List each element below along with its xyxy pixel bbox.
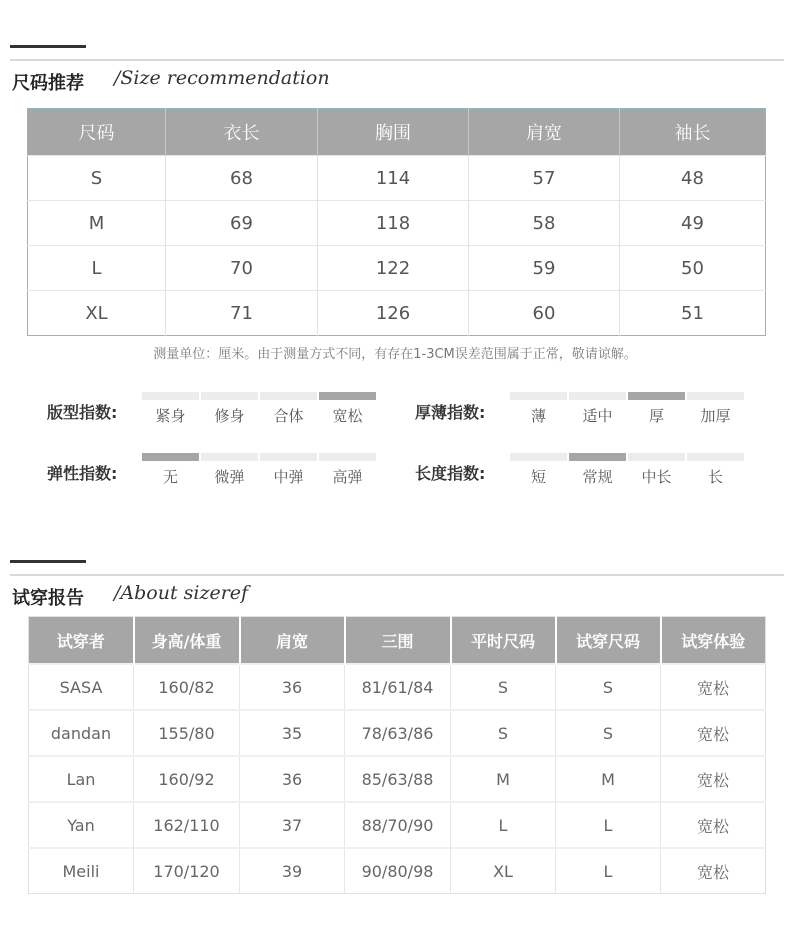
table-cell: 37	[240, 802, 345, 848]
tryon-header-cell: 试穿尺码	[556, 617, 661, 665]
tryon-section-title: 试穿报告	[12, 588, 84, 609]
table-cell: 59	[469, 246, 620, 291]
table-cell: 126	[318, 291, 469, 336]
table-cell: SASA	[29, 664, 134, 710]
table-cell: 162/110	[134, 802, 240, 848]
section-accent-bar	[10, 560, 86, 563]
index-segment	[628, 453, 685, 461]
tryon-header-cell: 平时尺码	[451, 617, 556, 665]
table-cell: XL	[28, 291, 166, 336]
table-cell: 39	[240, 848, 345, 894]
table-row	[28, 201, 766, 246]
tryon-table	[28, 616, 766, 894]
table-cell: 48	[620, 156, 766, 201]
table-cell: 36	[240, 756, 345, 802]
table-cell: Meili	[29, 848, 134, 894]
table-cell: S	[556, 710, 661, 756]
table-cell: M	[556, 756, 661, 802]
index-segment	[510, 453, 567, 461]
tryon-header-cell: 三围	[345, 617, 451, 665]
table-row	[29, 802, 766, 848]
table-cell: S	[556, 664, 661, 710]
table-row	[28, 291, 766, 336]
size-header-cell: 衣长	[166, 109, 318, 156]
index-segment	[319, 453, 376, 461]
table-cell: dandan	[29, 710, 134, 756]
index-option: 加厚	[700, 407, 731, 425]
table-cell: 49	[620, 201, 766, 246]
table-cell: S	[28, 156, 166, 201]
table-cell: Yan	[29, 802, 134, 848]
size-table	[27, 108, 766, 336]
table-cell: 160/82	[134, 664, 240, 710]
table-row	[29, 848, 766, 894]
index-option: 常规	[582, 468, 613, 486]
tryon-section-subtitle: /About sizeref	[114, 582, 249, 604]
table-cell: 88/70/90	[345, 802, 451, 848]
index-option: 宽松	[332, 407, 363, 425]
index-segment	[142, 453, 199, 461]
index-segment	[569, 453, 626, 461]
index-segment	[260, 453, 317, 461]
index-segment	[628, 392, 685, 400]
table-row	[29, 664, 766, 710]
table-cell: 85/63/88	[345, 756, 451, 802]
index-segment	[142, 392, 199, 400]
table-cell: 35	[240, 710, 345, 756]
table-cell: 155/80	[134, 710, 240, 756]
table-cell: 90/80/98	[345, 848, 451, 894]
index-segment	[569, 392, 626, 400]
index-option: 厚	[648, 407, 664, 425]
size-header-cell: 胸围	[318, 109, 469, 156]
size-header-cell: 袖长	[620, 109, 766, 156]
size-table-header-row	[28, 109, 766, 156]
index-option: 无	[162, 468, 178, 486]
size-header-cell: 肩宽	[469, 109, 620, 156]
table-cell: 170/120	[134, 848, 240, 894]
index-label: 长度指数:	[415, 464, 486, 483]
table-cell: 122	[318, 246, 469, 291]
index-label: 版型指数:	[47, 403, 118, 422]
index-option: 微弹	[214, 468, 245, 486]
size-section-title: 尺码推荐	[12, 73, 84, 94]
section-divider	[10, 574, 784, 576]
table-cell: Lan	[29, 756, 134, 802]
table-cell: 58	[469, 201, 620, 246]
table-cell: L	[28, 246, 166, 291]
index-segment	[510, 392, 567, 400]
table-row	[28, 156, 766, 201]
tryon-header-cell: 肩宽	[240, 617, 345, 665]
table-cell: 81/61/84	[345, 664, 451, 710]
index-label: 厚薄指数:	[415, 403, 486, 422]
index-segment	[201, 453, 258, 461]
table-cell: 68	[166, 156, 318, 201]
tryon-header-cell: 身高/体重	[134, 617, 240, 665]
table-row	[28, 246, 766, 291]
table-cell: 宽松	[661, 848, 766, 894]
table-cell: M	[451, 756, 556, 802]
table-row	[29, 756, 766, 802]
table-cell: 71	[166, 291, 318, 336]
index-option: 长	[707, 468, 723, 486]
index-segment	[201, 392, 258, 400]
table-cell: 宽松	[661, 664, 766, 710]
tryon-header-cell: 试穿者	[29, 617, 134, 665]
tryon-table-header-row	[29, 617, 766, 665]
table-cell: 60	[469, 291, 620, 336]
table-cell: 宽松	[661, 756, 766, 802]
section-accent-bar	[10, 45, 86, 48]
table-cell: 宽松	[661, 710, 766, 756]
table-cell: 36	[240, 664, 345, 710]
size-section-subtitle: /Size recommendation	[114, 67, 330, 89]
index-segment	[260, 392, 317, 400]
index-option: 短	[530, 468, 546, 486]
tryon-header-cell: 试穿体验	[661, 617, 766, 665]
table-cell: 160/92	[134, 756, 240, 802]
table-cell: 50	[620, 246, 766, 291]
table-cell: M	[28, 201, 166, 246]
table-cell: S	[451, 664, 556, 710]
index-segment	[319, 392, 376, 400]
measurement-note: 测量单位：厘米。由于测量方式不同，有存在1-3CM误差范围属于正常，敬请谅解。	[153, 347, 637, 362]
table-cell: 51	[620, 291, 766, 336]
table-cell: 114	[318, 156, 469, 201]
index-option: 中长	[641, 468, 672, 486]
table-cell: 69	[166, 201, 318, 246]
index-segment	[687, 453, 744, 461]
table-row	[29, 710, 766, 756]
table-cell: L	[556, 848, 661, 894]
table-cell: 70	[166, 246, 318, 291]
table-cell: XL	[451, 848, 556, 894]
index-option: 中弹	[273, 468, 304, 486]
section-divider	[10, 59, 784, 61]
index-option: 薄	[530, 407, 546, 425]
table-cell: L	[556, 802, 661, 848]
table-cell: 宽松	[661, 802, 766, 848]
index-option: 紧身	[155, 407, 186, 425]
index-label: 弹性指数:	[47, 464, 118, 483]
table-cell: 78/63/86	[345, 710, 451, 756]
index-option: 适中	[582, 407, 613, 425]
table-cell: 118	[318, 201, 469, 246]
size-header-cell: 尺码	[28, 109, 166, 156]
index-option: 高弹	[332, 468, 363, 486]
table-cell: L	[451, 802, 556, 848]
index-segment	[687, 392, 744, 400]
index-option: 修身	[214, 407, 245, 425]
table-cell: S	[451, 710, 556, 756]
table-cell: 57	[469, 156, 620, 201]
index-option: 合体	[273, 407, 304, 425]
